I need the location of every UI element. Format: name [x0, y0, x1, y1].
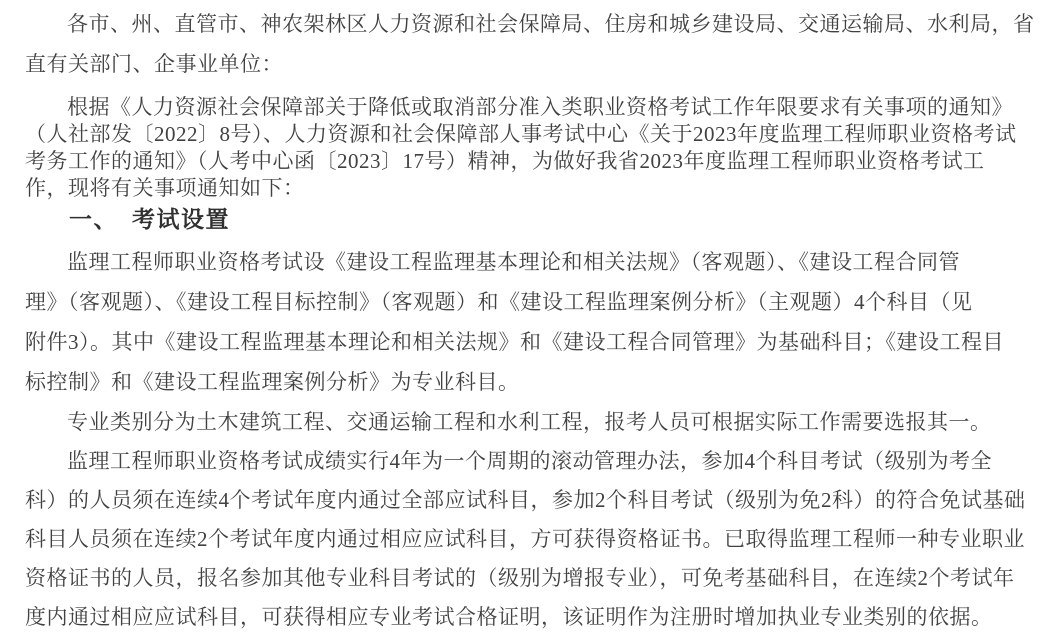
text-line: 科目人员须在连续2个考试年度内通过相应应试科目，方可获得资格证书。已取得监理工程师一种专业职业 — [25, 527, 1025, 551]
paragraph-rolling-management — [25, 442, 1034, 637]
notice-document — [25, 4, 1034, 637]
text-line: 科）的人员须在连续4个考试年度内通过全部应试科目，参加2个科目考试（级别为免2科）的符合免试基础 — [25, 488, 1026, 512]
section-number: 一、 — [69, 206, 118, 232]
text-line: 度内通过相应应试科目，可获得相应专业考试合格证明，该证明作为注册时增加执业专业类别的依据。 — [25, 605, 993, 629]
section-title: 考试设置 — [132, 206, 230, 232]
text-line: 资格证书的人员，报名参加其他专业科目考试的（级别为增报专业），可免考基础科目，在连续2个考试年 — [25, 566, 1015, 590]
text-line: 直有关部门、企事业单位： — [25, 52, 283, 76]
text-line: 专业类别分为土木建筑工程、交通运输工程和水利工程，报考人员可根据实际工作需要选报其一。 — [67, 410, 992, 434]
text-line: （人社部发〔2022〕8号）、人力资源和社会保障部人事考试中心《关于2023年度监理工程师职业资格考试 — [25, 122, 1017, 146]
text-line: 各市、州、直管市、神农架林区人力资源和社会保障局、住房和城乡建设局、交通运输局、水利局，省 — [67, 12, 1035, 36]
text-line: 附件3）。其中《建设工程监理基本理论和相关法规》和《建设工程合同管理》为基础科目；《建设工程目 — [25, 330, 1004, 354]
text-line: 作，现将有关事项通知如下： — [25, 176, 305, 200]
paragraph-exam-subjects — [25, 242, 1034, 402]
paragraph-specialty-categories — [25, 402, 1034, 442]
text-line: 考务工作的通知》（人考中心函〔2023〕17号）精神，为做好我省2023年度监理工程师职业资格考试工 — [25, 149, 985, 173]
text-line: 标控制》和《建设工程监理案例分析》为专业科目。 — [25, 370, 520, 394]
text-line: 根据《人力资源社会保障部关于降低或取消部分准入类职业资格考试工作年限要求有关事项的通知》 — [67, 95, 1013, 119]
section-heading-exam-setup — [25, 204, 1034, 234]
paragraph-basis — [25, 94, 1034, 202]
text-line: 理》（客观题）、《建设工程目标控制》（客观题）和《建设工程监理案例分析》（主观题）4个科目（见 — [25, 290, 973, 314]
text-line: 监理工程师职业资格考试成绩实行4年为一个周期的滚动管理办法，参加4个科目考试（级别为考全 — [67, 449, 992, 473]
paragraph-recipients — [25, 4, 1034, 84]
text-line: 监理工程师职业资格考试设《建设工程监理基本理论和相关法规》（客观题）、《建设工程合同管 — [67, 250, 960, 274]
